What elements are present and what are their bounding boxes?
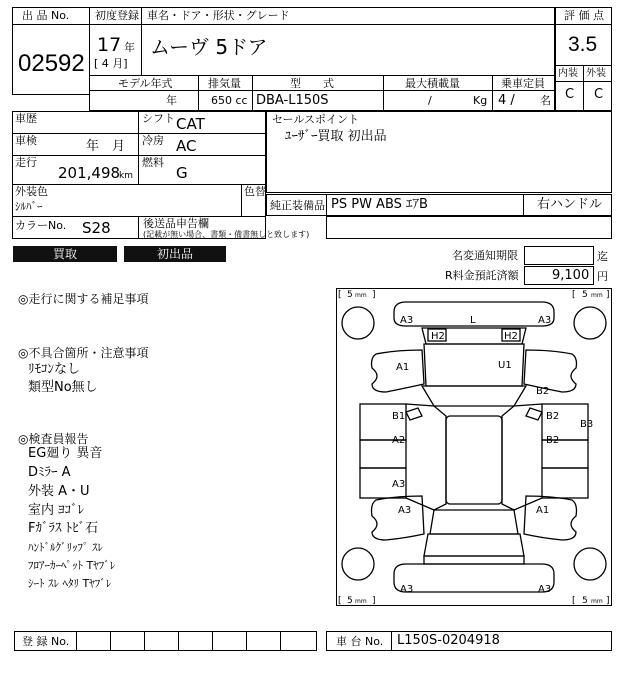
color-no-label: カラーNo. [15, 219, 67, 232]
inspection-label: 車検 [15, 134, 37, 147]
label-front-a3-left: A3 [400, 315, 414, 326]
inspector-item: ｼｰﾄ ｽﾚ ﾍﾀﾘ Tﾔﾌﾞﾚ [28, 577, 112, 590]
max-load-label: 最大積載量 [405, 77, 460, 90]
label-rear-a3-right: A3 [538, 584, 552, 595]
defect-item: 類型No無し [28, 380, 98, 395]
capacity-unit: 名 [540, 94, 551, 107]
tire-front-right [574, 307, 606, 339]
label-rear-a3-left: A3 [400, 584, 414, 595]
inspector-item: EG廻り 異音 [28, 446, 103, 461]
label-front-h2-right: H2 [504, 331, 518, 342]
grade-label: 評 価 点 [564, 9, 604, 22]
inspector-item: 室内 ﾖｺﾞﾚ [28, 503, 85, 518]
max-load-value: / [428, 94, 432, 107]
tire-rear-left [342, 548, 374, 580]
model-year-label: モデル年式 [118, 77, 173, 90]
inspector-item: ﾌﾛｱｰｶｰﾍﾟｯﾄ Tﾔﾌﾞﾚ [28, 559, 116, 572]
tire-bl-value: 5 [347, 596, 353, 606]
lot-number: 02592 [18, 50, 85, 77]
exterior-label: 外装 [586, 68, 606, 79]
color-no-value: S28 [82, 219, 111, 237]
inspector-item: ﾊﾝﾄﾞﾙｸﾞﾘｯﾌﾟ ｽﾚ [28, 541, 103, 554]
label-b3-right: B3 [580, 419, 594, 430]
ac-label: 冷房 [142, 134, 164, 147]
tire-tl-value: 5 [347, 290, 353, 300]
tire-tr-value: 5 [582, 290, 588, 300]
shift-value: CAT [176, 115, 205, 133]
recycle-value: 9,100 [552, 268, 590, 283]
tire-tr-unit: mm [591, 292, 603, 299]
displacement-label: 排気量 [208, 77, 241, 90]
car-name: ムーヴ 5ドア [150, 35, 268, 59]
chassis-label: 車 台 No. [336, 635, 384, 648]
tag-first-listing: 初出品 [124, 246, 226, 262]
label-u1: U1 [498, 360, 512, 371]
interior-value: C [565, 87, 575, 102]
label-front-h2-left: H2 [431, 331, 445, 342]
tire-tl-unit: mm [355, 292, 367, 299]
interior-label: 内装 [558, 68, 578, 79]
equipment-value: PS PW ABS ｴｱB [331, 197, 428, 212]
aftermarket-extra [326, 216, 612, 239]
aftermarket-label: 後送品申告欄 [143, 217, 209, 230]
color-value: ｼﾙﾊﾞｰ [15, 200, 43, 213]
fuel-value: G [176, 164, 188, 182]
notice-box [524, 246, 594, 265]
mileage-value: 201,498 [58, 164, 121, 182]
max-load-unit: Kg [473, 94, 488, 107]
label-front-l: L [470, 315, 476, 326]
svg-text:[: [ [338, 596, 342, 606]
first-reg-year: 17 [97, 34, 122, 56]
type-label: 型 式 [290, 77, 334, 90]
label-b2-upper-right: B2 [536, 386, 550, 397]
inspector-title: ◎検査員報告 [18, 432, 89, 446]
label-a3-left-lower: A3 [398, 505, 412, 516]
recycle-unit: 円 [597, 270, 608, 283]
svg-text:]: ] [372, 290, 376, 300]
label-b1-left: B1 [392, 411, 406, 422]
car-name-label: 車名・ドア・形状・グレード [147, 9, 290, 22]
chassis-value: L150S-0204918 [397, 633, 500, 648]
svg-text:[: [ [572, 596, 576, 606]
tire-rear-right [574, 548, 606, 580]
first-reg-label: 初度登録 [95, 9, 139, 22]
tire-front-left [342, 307, 374, 339]
mileage-label: 走行 [15, 156, 37, 169]
type-value: DBA-L150S [256, 93, 329, 108]
tire-br-value: 5 [582, 596, 588, 606]
mileage-unit: km [119, 171, 133, 181]
history-label: 車歴 [15, 112, 37, 125]
color-change-label: 色替 [244, 185, 266, 198]
svg-text:]: ] [372, 596, 376, 606]
tire-tl-label: [ [338, 290, 342, 300]
label-front-a3-right: A3 [538, 315, 552, 326]
label-a2-left: A2 [392, 435, 406, 446]
label-a1-right-lower: A1 [536, 505, 550, 516]
lot-label: 出 品 No. [22, 9, 70, 22]
fuel-label: 燃料 [142, 156, 164, 169]
svg-text:]: ] [606, 596, 610, 606]
shift-label: シフト [142, 112, 175, 125]
inspector-item: 外装 A・U [28, 484, 90, 499]
recycle-label: R料金預託済額 [445, 269, 519, 282]
handle-value: 右ハンドル [537, 197, 603, 212]
svg-text:]: ] [606, 290, 610, 300]
inspection-value: 年 月 [86, 139, 126, 154]
color-label: 外装色 [15, 185, 48, 198]
exterior-value: C [594, 87, 604, 102]
inspector-item: Dﾐﾗｰ A [28, 465, 71, 480]
grade-value: 3.5 [568, 33, 598, 56]
inspector-item: Fｶﾞﾗｽ ﾄﾋﾞ石 [28, 521, 99, 536]
tag-kaitori: 買取 [13, 246, 117, 262]
model-year-unit: 年 [166, 94, 177, 107]
notice-label: 名変通知期限 [452, 249, 518, 262]
equipment-label: 純正装備品 [270, 199, 325, 212]
label-a3-left-mid: A3 [392, 479, 406, 490]
tire-bl-unit: mm [355, 598, 367, 605]
tire-br-unit: mm [591, 598, 603, 605]
year-unit: 年 [124, 41, 135, 54]
ac-value: AC [176, 137, 197, 155]
label-b2-right-mid: B2 [546, 411, 560, 422]
car-damage-diagram [336, 288, 612, 606]
sales-point-value: ﾕｰｻﾞｰ買取 初出品 [285, 129, 387, 144]
svg-text:[: [ [572, 290, 576, 300]
displacement-value: 650 cc [211, 94, 248, 107]
defect-item: ﾘﾓｺﾝなし [28, 362, 81, 377]
capacity-label: 乗車定員 [501, 77, 545, 90]
reg-no-label: 登 録 No. [22, 635, 70, 648]
label-a1-upper-left: A1 [396, 362, 410, 373]
first-reg-month: [ 4 月] [94, 57, 128, 70]
label-b2-right-lower: B2 [546, 435, 560, 446]
sales-point-label: セールスポイント [272, 113, 360, 126]
driving-title: ◎走行に関する補足事項 [18, 292, 149, 306]
notice-unit: 迄 [597, 250, 608, 263]
capacity-value: 4 / [498, 93, 515, 108]
defects-title: ◎不具合箇所・注意事項 [18, 346, 149, 360]
aftermarket-note: (記載が無い場合、書類・備書無しと致します) [143, 230, 310, 239]
